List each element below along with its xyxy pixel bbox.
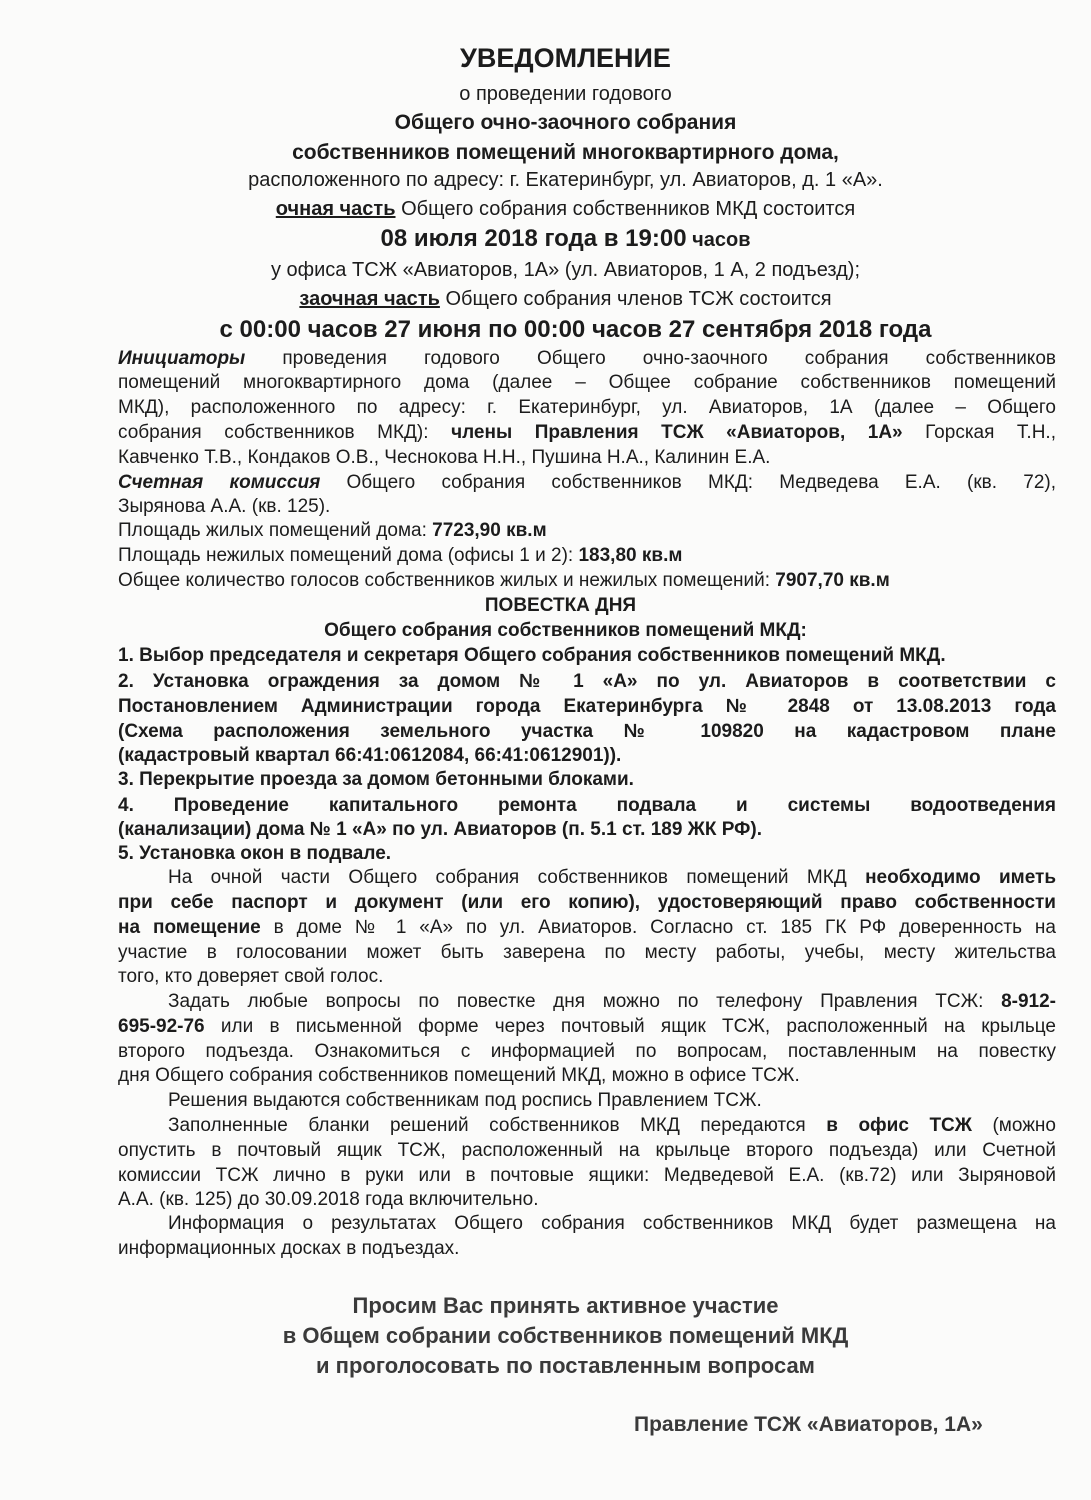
p1-l3-a: на помещение (118, 917, 261, 938)
fulltime-text: Общего собрания собственников МКД состоится (395, 198, 856, 220)
residential-area-label: Площадь жилых помещений дома: (118, 520, 433, 541)
initiators-l4-start: собрания собственников МКД): (118, 422, 452, 443)
fulltime-part-line (0, 199, 1091, 219)
closing-line-2: в Общем собрании собственников помещений МКД (282, 1323, 849, 1348)
p2-l2-b: или в письменной форме через почтовый ящик ТСЖ, расположенный на крыльце (204, 1016, 1056, 1037)
header-address: расположенного по адресу: г. Екатеринбург, ул. Авиаторов, д. 1 «А». (248, 169, 883, 191)
p1-line-3 (118, 918, 1056, 937)
correspondence-label: заочная часть (299, 288, 440, 310)
agenda-item-2-line-3: (Схема расположения земельного участка № 109820 на кадастровом плане (118, 721, 1056, 742)
residential-area-value: 7723,90 кв.м (432, 520, 547, 541)
p1-line-4: участие в голосовании может быть заверена по месту работы, учебы, месту жительства (118, 942, 1056, 963)
agenda-item-3: 3. Перекрытие проезда за домом бетонными блоками. (118, 769, 634, 790)
agenda-item-2-line-1: 2. Установка ограждения за домом № 1 «А» по ул. Авиаторов в соответствии с (118, 671, 1056, 692)
initiators-text: проведения годового Общего очно-заочного собрания собственников (245, 348, 1056, 369)
residential-area (118, 521, 547, 540)
p4-l1-a: Заполненные бланки решений собственников МКД передаются (168, 1115, 827, 1136)
agenda-title: ПОВЕСТКА ДНЯ (484, 595, 637, 616)
p1-l3-b: в доме № 1 «А» по ул. Авиаторов. Согласно ст. 185 ГК РФ доверенность на (260, 917, 1056, 938)
header-line-1: о проведении годового (459, 83, 672, 105)
nonresidential-area-value: 183,80 кв.м (578, 545, 683, 566)
initiators-l4-end: Горская Т.Н., (902, 422, 1056, 443)
signature: Правление ТСЖ «Авиаторов, 1А» (634, 1413, 983, 1436)
commission-line-2: Зырянова А.А. (кв. 125). (118, 496, 331, 517)
p4-line-2: опустить в почтовый ящик ТСЖ, расположенный на крыльце второго подъезда) или Счетной (118, 1140, 1056, 1161)
correspondence-text: Общего собрания членов ТСЖ состоится (439, 288, 832, 310)
agenda-item-2-line-2: Постановлением Администрации города Екатеринбурга № 2848 от 13.08.2013 года (118, 696, 1056, 717)
fulltime-date-suffix: часов (686, 229, 751, 251)
correspondence-dates: с 00:00 часов 27 июня по 00:00 часов 27 сентября 2018 года (219, 316, 932, 343)
p4-l1-b: в офис ТСЖ (826, 1115, 972, 1136)
p4-line-3: комиссии ТСЖ лично в руки или в почтовые ящики: Медведевой Е.А. (кв.72) или Зыряновой (118, 1165, 1056, 1186)
p1-l1-a: На очной части Общего собрания собственников помещений МКД (168, 867, 866, 888)
fulltime-place: у офиса ТСЖ «Авиаторов, 1А» (ул. Авиаторов, 1 А, 2 подъезд); (270, 259, 861, 281)
agenda-item-4-line-2: (канализации) дома № 1 «А» по ул. Авиаторов (п. 5.1 ст. 189 ЖК РФ). (118, 819, 762, 840)
nonresidential-area-label: Площадь нежилых помещений дома (офисы 1 и 2): (118, 545, 579, 566)
p4-line-4: А.А. (кв. 125) до 30.09.2018 года включительно. (118, 1189, 539, 1210)
initiators-line-3: МКД), расположенного по адресу: г. Екатеринбург, ул. Авиаторов, 1А (далее – Общего (118, 397, 1056, 418)
p2-line-1 (168, 992, 1056, 1011)
p3-line: Решения выдаются собственникам под роспись Правлением ТСЖ. (168, 1090, 762, 1111)
nonresidential-area (118, 546, 682, 565)
p4-line-1 (168, 1116, 1056, 1135)
p5-line-2: информационных досках в подъездах. (118, 1238, 460, 1259)
agenda-subtitle: Общего собрания собственников помещений МКД: (324, 620, 807, 641)
fulltime-date-line (0, 227, 1091, 251)
p1-line-1 (168, 868, 1056, 887)
p1-line-5: того, кто доверяет свой голос. (118, 966, 384, 987)
p2-line-3: второго подъезда. Ознакомиться с информацией по вопросам, поставленным на повестку (118, 1041, 1056, 1062)
correspondence-part-line (0, 289, 1091, 309)
initiators-line-2: помещений многоквартирного дома (далее – Общее собрание собственников помещений (118, 372, 1056, 393)
initiators-line-4 (118, 423, 1056, 442)
commission-label: Счетная комиссия (118, 472, 321, 493)
p2-l1-a: Задать любые вопросы по повестке дня можно по телефону Правления ТСЖ: (168, 991, 1002, 1012)
phone-part-1: 8-912- (1001, 991, 1056, 1012)
p5-line-1: Информация о результатах Общего собрания собственников МКД будет размещена на (168, 1213, 1056, 1234)
total-votes-label: Общее количество голосов собственников жилых и нежилых помещений: (118, 570, 776, 591)
p2-line-4: дня Общего собрания собственников помещений МКД, можно в офисе ТСЖ. (118, 1065, 800, 1086)
agenda-item-5: 5. Установка окон в подвале. (118, 843, 392, 864)
initiators-line-5: Кавченко Т.В., Кондаков О.В., Чеснокова Н.Н., Пушина Н.А., Калинин Е.А. (118, 447, 771, 468)
agenda-item-1: 1. Выбор председателя и секретаря Общего собрания собственников помещений МКД. (118, 645, 946, 666)
fulltime-date: 08 июля 2018 года в 19:00 (380, 225, 687, 252)
p1-line-2: при себе паспорт и документ (или его копию), удостоверяющий право собственности (118, 892, 1056, 913)
fulltime-label: очная часть (275, 198, 396, 220)
p2-line-2 (118, 1017, 1056, 1036)
header-line-2: Общего очно-заочного собрания (394, 111, 737, 134)
agenda-item-4-line-1: 4. Проведение капитального ремонта подвала и системы водоотведения (118, 795, 1056, 816)
phone-part-2: 695-92-76 (118, 1016, 205, 1037)
initiators-line-1 (118, 349, 1056, 368)
commission-line-1 (118, 473, 1056, 492)
total-votes (118, 571, 890, 590)
p4-l1-c: (можно (971, 1115, 1056, 1136)
board-members: члены Правления ТСЖ «Авиаторов, 1А» (451, 422, 903, 443)
p1-l1-b: необходимо иметь (865, 867, 1057, 888)
closing-line-3: и проголосовать по поставленным вопросам (316, 1353, 815, 1378)
commission-text: Общего собрания собственников МКД: Медведева Е.А. (кв. 72), (320, 472, 1056, 493)
header-line-3: собственников помещений многоквартирного дома, (292, 141, 839, 164)
closing-line-1: Просим Вас принять активное участие (352, 1293, 779, 1318)
notice-title: УВЕДОМЛЕНИЕ (460, 43, 671, 73)
total-votes-value: 7907,70 кв.м (775, 570, 890, 591)
initiators-label: Инициаторы (118, 348, 246, 369)
agenda-item-2-line-4: (кадастровый квартал 66:41:0612084, 66:41:0612901)). (118, 745, 622, 766)
